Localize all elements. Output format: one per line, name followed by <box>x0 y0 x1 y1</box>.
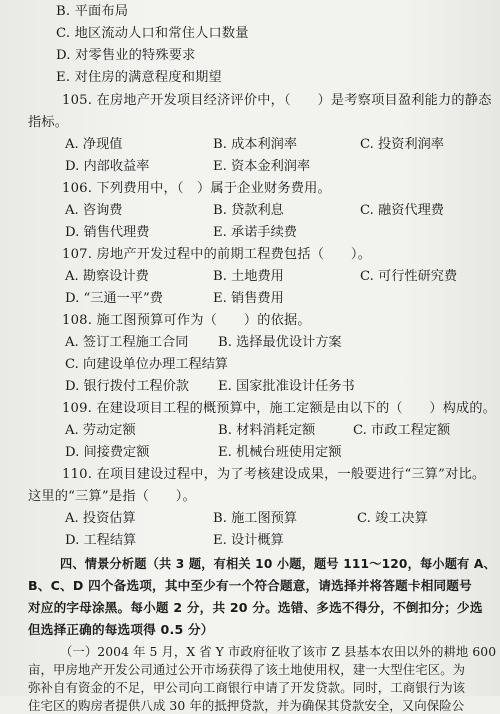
q106-option-d: D. 销售代理费 <box>65 225 150 240</box>
q104-option-c: C. 地区流动人口和常住人口数量 <box>56 26 249 41</box>
q104-option-b: B. 平面布局 <box>56 4 129 19</box>
q108-option-b: B. 选择最优设计方案 <box>218 335 342 350</box>
q104-option-e: E. 对住房的满意程度和期望 <box>56 70 222 85</box>
q110-option-b: B. 施工图预算 <box>213 511 298 526</box>
q108-option-c: C. 向建设单位办理工程结算 <box>65 357 229 372</box>
q110-stem-line-2: 这里的“三算”是指（ ）。 <box>28 489 196 504</box>
q110-option-d: D. 工程结算 <box>65 533 137 548</box>
q106-option-b: B. 贷款利息 <box>213 203 284 218</box>
q109-option-e: E. 机械台班使用定额 <box>218 445 342 460</box>
q105-option-b: B. 成本利润率 <box>213 137 298 152</box>
q106-option-a: A. 咨询费 <box>65 203 123 218</box>
q105-stem-line-2: 指标。 <box>28 115 69 130</box>
q106-stem: 106. 下列费用中，（ ）属于企业财务费用。 <box>62 181 331 196</box>
q107-option-b: B. 土地费用 <box>213 269 284 284</box>
case-passage-line-4: 住宅区的购房者提供八成 30 年的抵押贷款，并为确保其贷款安全，又向保险公 <box>28 698 465 713</box>
q110-option-c: C. 竣工决算 <box>357 511 428 526</box>
q106-option-e: E. 承诺手续费 <box>213 225 297 240</box>
q109-stem: 109. 在建设项目工程的概预算中，施工定额是由以下的（ ）构成的。 <box>62 401 497 416</box>
q110-option-e: E. 设计概算 <box>213 533 284 548</box>
section-heading-line-3: 对应的字母涂黑。每小题 2 分，共 20 分。选错、多选不得分，不倒扣分；少选 <box>28 600 483 615</box>
case-passage-line-1: （一）2004 年 5 月，X 省 Y 市政府征收了该市 Z 县基本农田以外的耕地 600 <box>60 644 497 659</box>
q104-option-d: D. 对零售业的特殊要求 <box>56 48 196 63</box>
q105-option-d: D. 内部收益率 <box>65 159 150 174</box>
q109-option-d: D. 间接费定额 <box>65 445 150 460</box>
q109-option-c: C. 市政工程定额 <box>353 423 451 438</box>
case-passage-line-2: 亩，甲房地产开发公司通过公开市场获得了该土地使用权，建一大型住宅区。为 <box>28 662 466 677</box>
q109-option-a: A. 劳动定额 <box>65 423 136 438</box>
q106-option-c: C. 融资代理费 <box>360 203 444 218</box>
q108-stem: 108. 施工图预算可作为（ ）的依据。 <box>62 313 311 328</box>
q107-option-c: C. 可行性研究费 <box>360 269 458 284</box>
q105-option-a: A. 净现值 <box>65 137 123 152</box>
q108-option-e: E. 国家批准设计任务书 <box>218 379 355 394</box>
case-passage-line-3: 弥补自有资金的不足，甲公司向工商银行申请了开发贷款。同时，工商银行为该 <box>28 680 466 695</box>
section-heading-line-1: 四、情景分析题（共 3 题，有相关 10 小题，题号 111～120，每小题有 A、 <box>60 556 496 571</box>
q109-option-b: B. 材料消耗定额 <box>218 423 316 438</box>
q105-stem-line-1: 105. 在房地产开发项目经济评价中，（ ）是考察项目盈利能力的静态 <box>62 93 492 108</box>
q105-option-e: E. 资本金利润率 <box>213 159 311 174</box>
q108-option-a: A. 签订工程施工合同 <box>65 335 189 350</box>
q110-stem-line-1: 110. 在项目建设过程中，为了考核建设成果，一般要进行“三算”对比。 <box>62 467 486 482</box>
q107-option-d: D. “三通一平”费 <box>65 291 163 306</box>
section-heading-line-2: B、C、D 四个备选项，其中至少有一个符合题意，请选择并将答题卡相同题号 <box>28 578 472 593</box>
q107-stem: 107. 房地产开发过程中的前期工程费包括（ ）。 <box>62 247 372 262</box>
q107-option-e: E. 销售费用 <box>213 291 284 306</box>
q108-option-d: D. 银行拨付工程价款 <box>65 379 189 394</box>
q105-option-c: C. 投资利润率 <box>360 137 444 152</box>
q107-option-a: A. 勘察设计费 <box>65 269 149 284</box>
section-heading-line-4: 但选择正确的每选项得 0.5 分） <box>28 622 214 637</box>
q110-option-a: A. 投资估算 <box>65 511 136 526</box>
